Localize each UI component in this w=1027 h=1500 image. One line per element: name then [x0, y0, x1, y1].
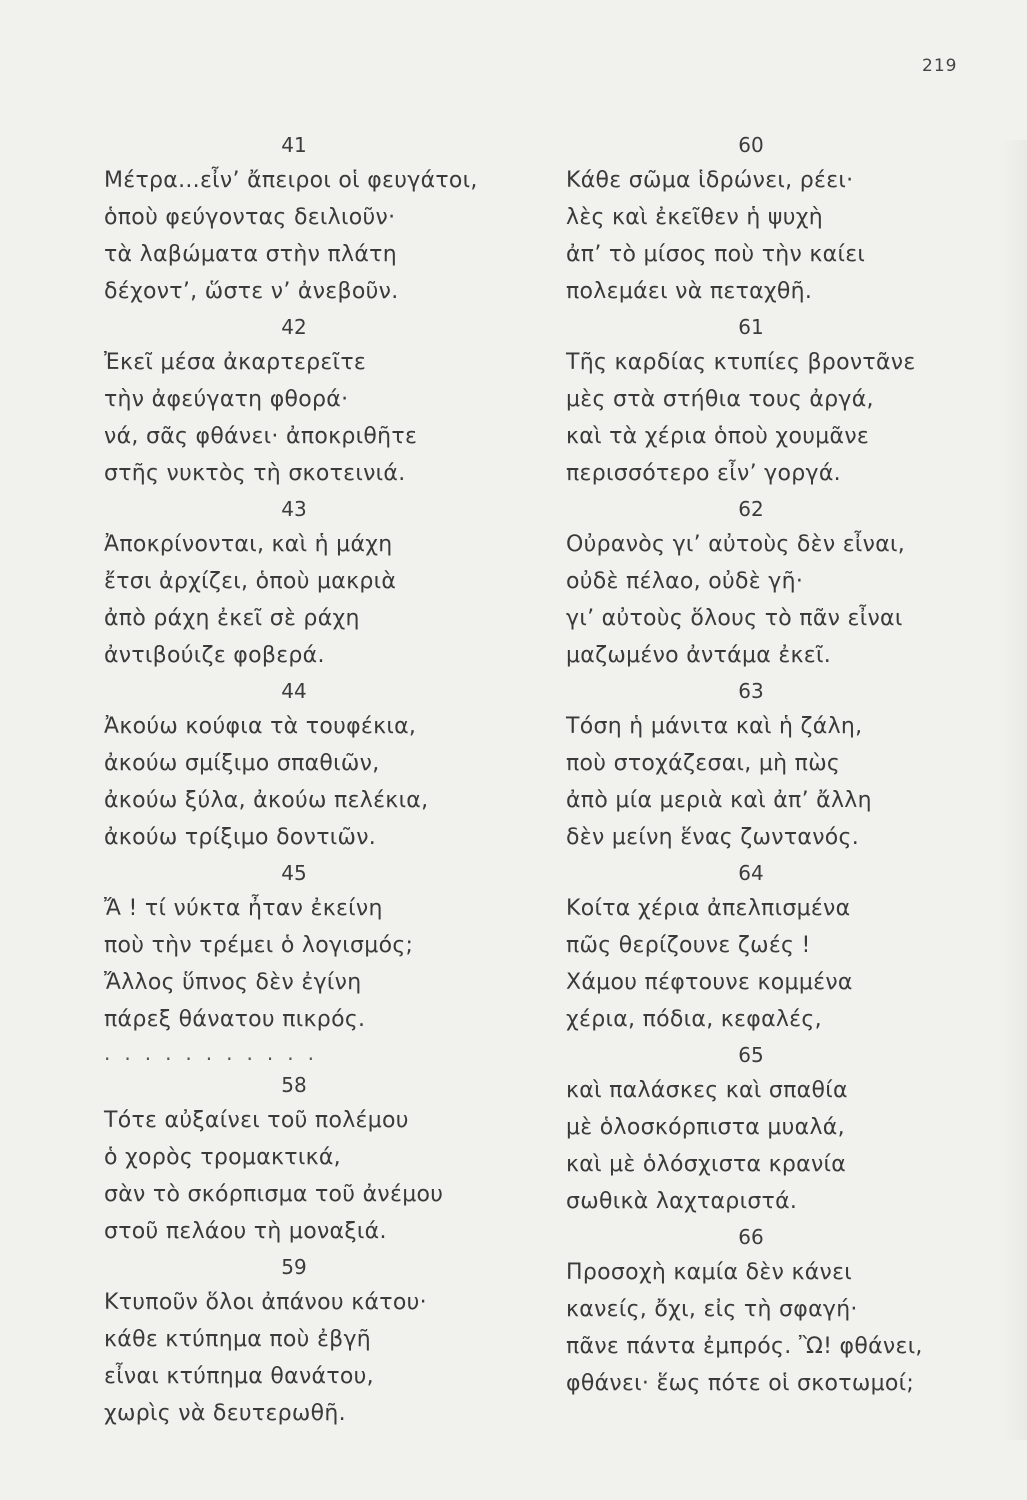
verse-line: πᾶνε πάντα ἐμπρός. Ὢ! φθάνει,	[566, 1334, 923, 1359]
stanza	[104, 674, 494, 856]
verse-line: Τότε αὐξαίνει τοῦ πολέμου	[104, 1108, 409, 1133]
verse-line: ἔτσι ἀρχίζει, ὁποὺ μακριὰ	[104, 569, 397, 594]
verse-line: εἶναι κτύπημα θανάτου,	[104, 1364, 374, 1389]
verse-line: ἀπὸ ράχη ἐκεῖ σὲ ράχη	[104, 606, 360, 631]
verse-line: Τῆς καρδίας κτυπίες βροντᾶνε	[566, 350, 916, 375]
verse-line: Οὐρανὸς γι’ αὐτοὺς δὲν εἶναι,	[566, 532, 906, 557]
verse-line: δὲν μείνη ἕνας ζωντανός.	[566, 825, 860, 850]
stanza	[566, 310, 986, 492]
verse-line: ἀκούω σμίξιμο σπαθιῶν,	[104, 751, 380, 776]
verse-line: χέρια, πόδια, κεφαλές,	[566, 1007, 822, 1032]
stanza	[104, 1250, 494, 1432]
verse-line: ὁποὺ φεύγοντας δειλιοῦν·	[104, 205, 396, 230]
stanza-number: 58	[281, 1073, 307, 1097]
stanza-number: 45	[281, 861, 307, 885]
verse-line: λὲς καὶ ἐκεῖθεν ἡ ψυχὴ	[566, 205, 823, 230]
verse-line: ὁ χορὸς τρομακτικά,	[104, 1145, 341, 1170]
stanza	[566, 1038, 986, 1220]
verse-line: μὲ ὁλοσκόρπιστα μυαλά,	[566, 1115, 845, 1140]
stanza-number: 59	[281, 1255, 307, 1279]
stanza-number: 64	[738, 861, 764, 885]
stanza	[104, 1068, 494, 1250]
verse-line: πῶς θερίζουνε ζωές !	[566, 933, 811, 958]
page-edge-shadow	[1000, 140, 1027, 1440]
verse-line: Ἄ ! τί νύκτα ἦταν ἐκείνη	[104, 896, 383, 921]
verse-line: Ἄλλος ὕπνος δὲν ἐγίνη	[104, 970, 362, 995]
verse-line: Ἀποκρίνονται, καὶ ἡ μάχη	[104, 532, 393, 557]
verse-line: μαζωμένο ἀντάμα ἐκεῖ.	[566, 643, 832, 668]
stanza-number: 60	[738, 133, 764, 157]
verse-line: τὰ λαβώματα στὴν πλάτη	[104, 242, 397, 267]
verse-line: ἀπ’ τὸ μίσος ποὺ τὴν καίει	[566, 242, 866, 267]
page-number: 219	[922, 56, 958, 76]
stanza-number: 66	[738, 1225, 764, 1249]
stanza	[566, 856, 986, 1038]
verse-line: χωρὶς νὰ δευτερωθῆ.	[104, 1401, 346, 1426]
verse-line: ἀντιβούιζε φοβερά.	[104, 643, 325, 668]
verse-line: κανείς, ὄχι, εἰς τὴ σφαγή·	[566, 1297, 858, 1322]
stanza	[104, 856, 494, 1038]
verse-line: Κτυποῦν ὅλοι ἀπάνου κάτου·	[104, 1290, 427, 1315]
verse-line: τὴν ἀφεύγατη φθορά·	[104, 387, 349, 412]
verse-line: δέχοντ’, ὥστε ν’ ἀνεβοῦν.	[104, 279, 399, 304]
left-column	[104, 128, 494, 1432]
verse-line: στῆς νυκτὸς τὴ σκοτεινιά.	[104, 461, 406, 486]
stanza-number: 41	[281, 133, 307, 157]
stanza-number: 42	[281, 315, 307, 339]
stanza-number: 63	[738, 679, 764, 703]
stanza	[104, 128, 494, 310]
verse-line: καὶ τὰ χέρια ὁποὺ χουμᾶνε	[566, 424, 870, 449]
verse-line: πολεμάει νὰ πεταχθῆ.	[566, 279, 813, 304]
stanza-number: 61	[738, 315, 764, 339]
stanza	[566, 674, 986, 856]
verse-line: ποὺ στοχάζεσαι, μὴ πὼς	[566, 751, 841, 776]
verse-line: νά, σᾶς φθάνει· ἀποκριθῆτε	[104, 424, 418, 449]
stanza-number: 65	[738, 1043, 764, 1067]
verse-line: Χάμου πέφτουνε κομμένα	[566, 970, 853, 995]
stanza-number: 62	[738, 497, 764, 521]
verse-line: Τόση ἡ μάνιτα καὶ ἡ ζάλη,	[566, 714, 863, 739]
verse-line: ἀκούω τρίξιμο δοντιῶν.	[104, 825, 377, 850]
verse-line: Κοίτα χέρια ἀπελπισμένα	[566, 896, 851, 921]
stanza-number: 43	[281, 497, 307, 521]
verse-line: Προσοχὴ καμία δὲν κάνει	[566, 1260, 853, 1285]
stanza	[566, 1220, 986, 1402]
verse-line: στοῦ πελάου τὴ μοναξιά.	[104, 1219, 387, 1244]
verse-line: ποὺ τὴν τρέμει ὁ λογισμός;	[104, 933, 414, 958]
stanza	[104, 492, 494, 674]
verse-line: οὐδὲ πέλαο, οὐδὲ γῆ·	[566, 569, 804, 594]
verse-line: ἀκούω ξύλα, ἀκούω πελέκια,	[104, 788, 429, 813]
verse-line: καὶ μὲ ὁλόσχιστα κρανία	[566, 1152, 847, 1177]
verse-line: σωθικὰ λαχταριστά.	[566, 1189, 798, 1214]
verse-line: κάθε κτύπημα ποὺ ἐβγῆ	[104, 1327, 372, 1352]
stanza	[566, 128, 986, 310]
verse-line: ἀπὸ μία μεριὰ καὶ ἀπ’ ἄλλη	[566, 788, 872, 813]
stanza	[104, 310, 494, 492]
verse-line: σὰν τὸ σκόρπισμα τοῦ ἀνέμου	[104, 1182, 444, 1207]
verse-line: Ἐκεῖ μέσα ἀκαρτερεῖτε	[104, 350, 367, 375]
verse-line: πάρεξ θάνατου πικρός.	[104, 1007, 366, 1032]
verse-line: Μέτρα...εἶν’ ἄπειροι οἱ φευγάτοι,	[104, 168, 478, 193]
verse-line: μὲς στὰ στήθια τους ἀργά,	[566, 387, 874, 412]
verse-line: Ἀκούω κούφια τὰ τουφέκια,	[104, 714, 417, 739]
right-column	[566, 128, 986, 1402]
verse-line: φθάνει· ἕως πότε οἱ σκοτωμοί;	[566, 1371, 915, 1396]
verse-line: καὶ παλάσκες καὶ σπαθία	[566, 1078, 848, 1103]
verse-line: γι’ αὐτοὺς ὅλους τὸ πᾶν εἶναι	[566, 606, 903, 631]
stanza-number: 44	[281, 679, 307, 703]
stanza	[566, 492, 986, 674]
omission-dots: ...........	[104, 1041, 328, 1065]
verse-line: Κάθε σῶμα ἱδρώνει, ρέει·	[566, 168, 854, 193]
verse-line: περισσότερο εἶν’ γοργά.	[566, 461, 841, 486]
